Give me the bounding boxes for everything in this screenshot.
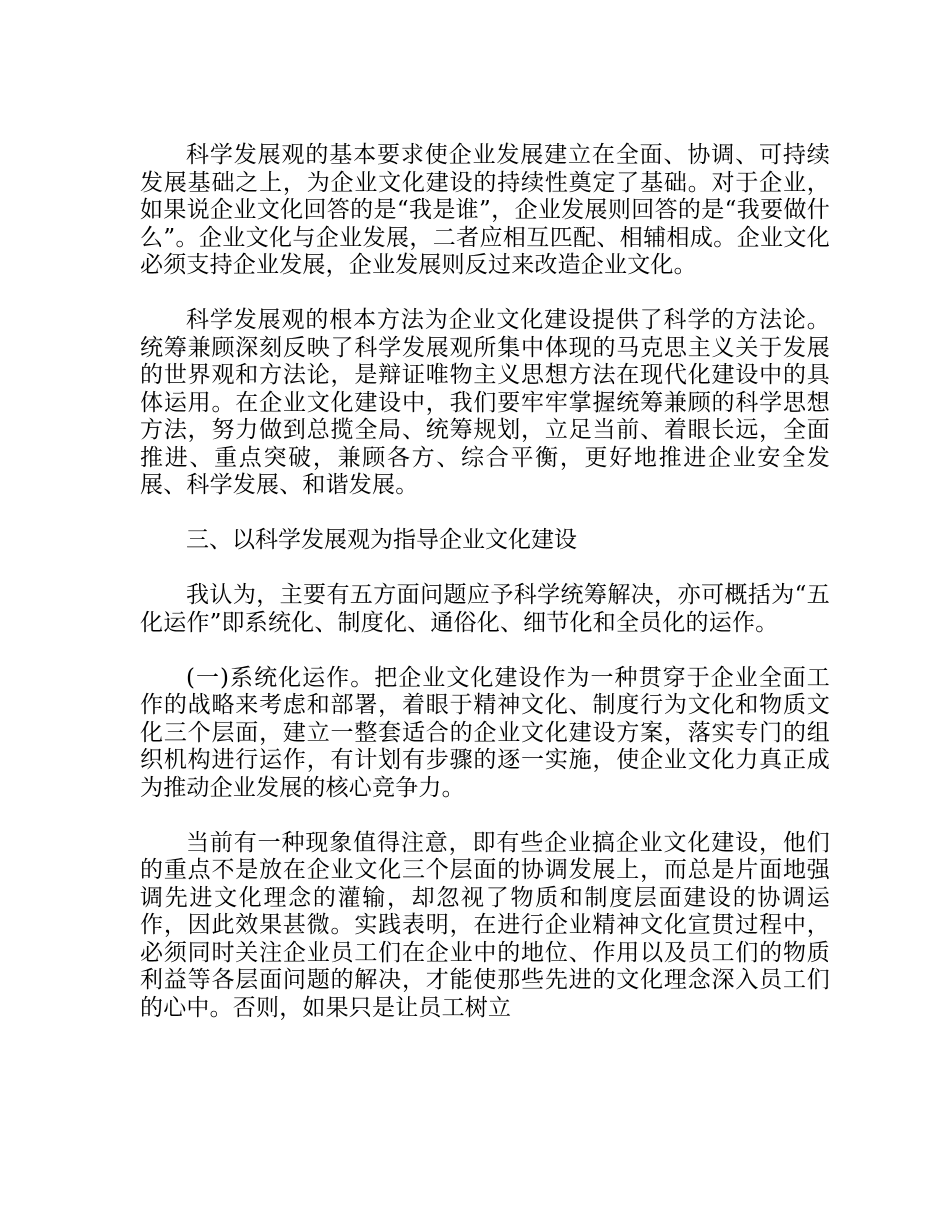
paragraph-gap xyxy=(140,500,830,528)
paragraph-gap xyxy=(140,637,830,665)
paragraph-current-phenomenon: 当前有一种现象值得注意，即有些企业搞企业文化建设，他们的重点不是放在企业文化三个层面的协调发展上，而总是片面地强调先进文化理念的灌输，却忽视了物质和制度层面建设的协调运作，因此效果甚微。实践表明，在进行企业精神文化宣贯过程中，必须同时关注企业员工们在企业中的地位、作用以及员工们的物质利益等各层面问题的解决，才能使那些先进的文化理念深入员工们的心中。否则，如果只是让员工树立 xyxy=(140,829,830,1021)
paragraph-basic-requirement: 科学发展观的基本要求使企业发展建立在全面、协调、可持续发展基础之上，为企业文化建设的持续性奠定了基础。对于企业，如果说企业文化回答的是“我是谁”，企业发展则回答的是“我要做什么”。企业文化与企业发展，二者应相互匹配、相辅相成。企业文化必须支持企业发展，企业发展则反过来改造企业文化。 xyxy=(140,142,830,278)
paragraph-gap xyxy=(140,802,830,830)
paragraph-systematic-operation: (一)系统化运作。把企业文化建设作为一种贯穿于企业全面工作的战略来考虑和部署，着眼于精神文化、制度行为文化和物质文化三个层面，建立一整套适合的企业文化建设方案，落实专门的组织机构进行运作，有计划有步骤的逐一实施，使企业文化力真正成为推动企业发展的核心竞争力。 xyxy=(140,664,830,801)
document-page xyxy=(140,142,830,1022)
paragraph-five-aspects: 我认为，主要有五方面问题应予科学统筹解决，亦可概括为“五化运作”即系统化、制度化、通俗化、细节化和全员化的运作。 xyxy=(140,582,830,636)
paragraph-gap xyxy=(140,555,830,583)
paragraph-fundamental-method: 科学发展观的根本方法为企业文化建设提供了科学的方法论。统筹兼顾深刻反映了科学发展观所集中体现的马克思主义关于发展的世界观和方法论，是辩证唯物主义思想方法在现代化建设中的具体运用。在企业文化建设中，我们要牢牢掌握统筹兼顾的科学思想方法，努力做到总揽全局、统筹规划，立足当前、着眼长远，全面推进、重点突破，兼顾各方、综合平衡，更好地推进企业安全发展、科学发展、和谐发展。 xyxy=(140,307,830,498)
section-heading: 三、以科学发展观为指导企业文化建设 xyxy=(186,527,577,553)
paragraph-gap xyxy=(140,280,830,308)
